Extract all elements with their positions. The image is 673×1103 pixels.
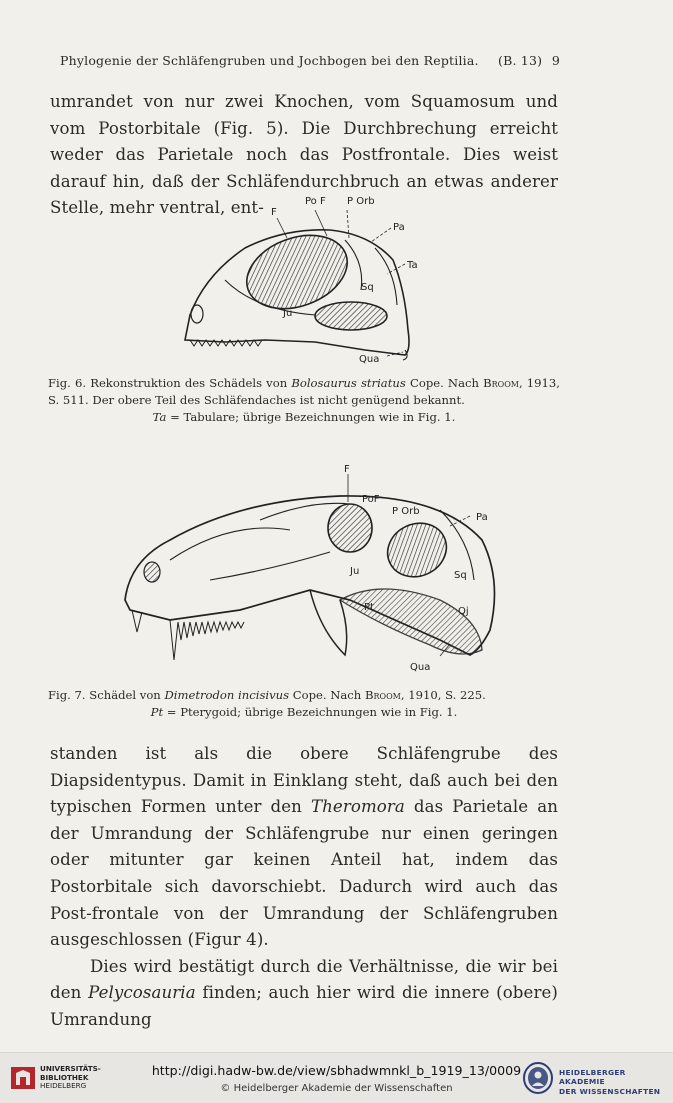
text-block-bottom	[50, 741, 558, 1034]
page-number: 9	[551, 53, 560, 68]
caption-author: Broom	[364, 688, 401, 702]
paragraph	[50, 954, 558, 1034]
permalink-url[interactable]: http://digi.hadw-bw.de/view/sbhadwmnkl_b_1919_13/0009	[151, 1063, 522, 1078]
ub-line: BIBLIOTHEK	[40, 1072, 89, 1082]
caption-text: Cope. Nach	[405, 376, 484, 390]
label-qua: Qua	[359, 354, 380, 365]
caption-text: Fig. 7. Schädel von	[48, 688, 165, 702]
label-sq: Sq	[454, 570, 467, 581]
label-pof: Po F	[305, 196, 326, 207]
caption-abbr: Pt	[150, 705, 164, 719]
paragraph: umrandet von nur zwei Knochen, vom Squamosum und vom Postorbitale (Fig. 5). Die Durchbrechung erreicht weder das Parietale noch das Postfrontale. Dies weist darauf hin, daß der Schläfendurchbruch an etwas anderer Stelle, mehr ventral, ent-	[50, 92, 558, 218]
caption-text: = Tabulare; übrige Bezeichnungen wie in Fig. 1.	[166, 410, 456, 424]
label-ju: Ju	[350, 566, 360, 577]
paragraph-text: das Parietale an der Umrandung der Schläfengrube nur einen geringen oder mitunter gar keinen Anteil hat, indem das Postorbitale sich davorschiebt. Dadurch wird auch das Post-frontale von der Umrandung der Schläfengruben ausgeschlossen (Figur 4).	[50, 797, 558, 950]
academy-seal-icon	[522, 1061, 554, 1095]
label-f: F	[271, 207, 277, 218]
taxon-name: Theromora	[310, 797, 405, 817]
figure-7-skull-drawing	[110, 460, 510, 680]
paragraph-text: Dies wird bestätigt durch die Verhältnisse, die wir bei den	[50, 956, 558, 1003]
caption-legend	[48, 409, 560, 426]
paragraph-text: standen ist als die obere Schläfengrube des Diapsidentypus. Damit in Einklang steht, daß auch bei den typischen Formen unter den	[50, 744, 558, 817]
caption-author: Broom	[483, 376, 519, 390]
figure-7-caption	[48, 687, 560, 721]
taxon-name: Pelycosauria	[88, 983, 196, 1003]
label-pof: PoF	[362, 494, 380, 505]
caption-text: , 1910, S. 225.	[400, 688, 486, 702]
viewer-footer	[0, 1052, 673, 1103]
academy-line: HEIDELBERGER AKADEMIE	[559, 1068, 626, 1087]
label-pa: Pa	[476, 512, 488, 523]
paragraph	[50, 741, 558, 954]
label-porb: P Orb	[347, 196, 375, 207]
caption-species: Bolosaurus striatus	[291, 376, 406, 390]
caption-text: , 1913, S. 511. Der obere Teil des Schläfendaches ist nicht genügend bekannt.	[48, 376, 560, 407]
figure-6-caption	[48, 375, 560, 426]
section-number: (B. 13)	[498, 53, 543, 68]
running-head	[60, 53, 560, 68]
label-pa: Pa	[393, 222, 405, 233]
caption-text: Cope. Nach	[289, 688, 365, 702]
paragraph-text: finden; auch hier wird die innere (obere) Umrandung	[50, 983, 558, 1029]
label-ta: Ta	[407, 260, 418, 271]
ub-line: HEIDELBERG	[40, 1081, 87, 1091]
copyright-notice: © Heidelberger Akademie der Wissenschaften	[220, 1083, 453, 1094]
label-porb: P Orb	[392, 506, 420, 517]
academy-name	[559, 1068, 673, 1096]
label-sq: Sq	[361, 282, 374, 293]
caption-text: = Pterygoid; übrige Bezeichnungen wie in Fig. 1.	[163, 705, 458, 719]
academy-line: DER WISSENSCHAFTEN	[559, 1086, 661, 1096]
label-ju: Ju	[283, 308, 293, 319]
figure-6-skull-drawing	[165, 190, 435, 370]
caption-species: Dimetrodon incisivus	[164, 688, 290, 702]
caption-abbr: Ta	[152, 410, 167, 424]
running-title: Phylogenie der Schläfengruben und Jochbogen bei den Reptilia.	[60, 53, 479, 68]
label-qj: Qj	[458, 606, 469, 617]
label-f: F	[344, 464, 350, 475]
label-pt: Pt	[364, 602, 374, 613]
caption-text: Fig. 6. Rekonstruktion des Schädels von	[48, 376, 292, 390]
ub-line: UNIVERSITÄTS-	[40, 1064, 101, 1073]
caption-legend	[48, 704, 560, 721]
label-qua: Qua	[410, 662, 431, 673]
